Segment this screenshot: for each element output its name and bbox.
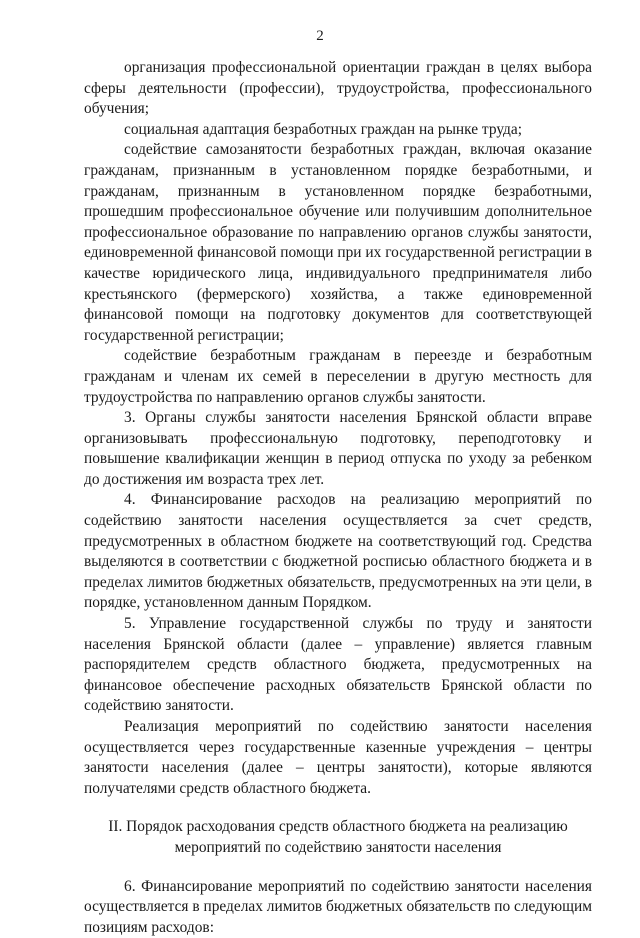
document-body — [84, 58, 592, 938]
section-heading-line-1: II. Порядок расходования средств областного бюджета на реализацию — [108, 818, 568, 836]
paragraph-item-6: 6. Финансирование мероприятий по содействию занятости населения осуществляется в пределах лимитов бюджетных обязательств по следующим позициям расходов: — [84, 877, 592, 936]
paragraph-implementation: Реализация мероприятий по содействию занятости населения осуществляется через государственные казенные учреждения – центры занятости населения (далее – центры занятости), которые являются получателями средств областного бюджета. — [84, 718, 592, 797]
section-heading — [84, 817, 592, 858]
paragraph-item-5: 5. Управление государственной службы по труду и занятости населения Брянской области (далее – управление) является главным распорядителем средств областного бюджета, предусмотренных на финансовое обеспечение расходных обязательств Брянской области по содействию занятости. — [84, 615, 592, 715]
paragraph-social-adaptation: социальная адаптация безработных граждан на рынке труда; — [124, 120, 522, 138]
paragraph-self-employment: содействие самозанятости безработных граждан, включая оказание гражданам, признанным в установленном порядке безработными, и гражданам, признанным в установленном порядке безработными, прошедшим профессиональное обучение или получившим дополнительное профессиональное образование по направлению органов службы занятости, единовременной финансовой помощи при их государственной регистрации в качестве юридического лица, индивидуального предпринимателя либо крестьянского (фермерского) хозяйства, а также единовременной финансовой помощи на подготовку документов для соответствующей государственной регистрации; — [84, 141, 592, 344]
section-heading-line-2: мероприятий по содействию занятости населения — [174, 838, 502, 856]
paragraph-item-3: 3. Органы службы занятости населения Брянской области вправе организовывать профессиональную подготовку, переподготовку и повышение квалификации женщин в период отпуска по уходу за ребенком до достижения им возраста трех лет. — [84, 409, 592, 488]
page-number: 2 — [316, 28, 324, 44]
paragraph-career-guidance: организация профессиональной ориентации граждан в целях выбора сферы деятельности (профессии), трудоустройства, профессионального обучения; — [84, 59, 592, 118]
paragraph-item-4: 4. Финансирование расходов на реализацию мероприятий по содействию занятости населения осуществляется за счет средств, предусмотренных в областном бюджете на соответствующий год. Средства выделяются в соответствии с бюджетной росписью областного бюджета и в пределах лимитов бюджетных обязательств, предусмотренных на эти цели, в порядке, установленном данным Порядком. — [84, 491, 592, 612]
paragraph-relocation: содействие безработным гражданам в переезде и безработным гражданам и членам их семей в переселении в другую местность для трудоустройства по направлению органов службы занятости. — [84, 347, 592, 406]
